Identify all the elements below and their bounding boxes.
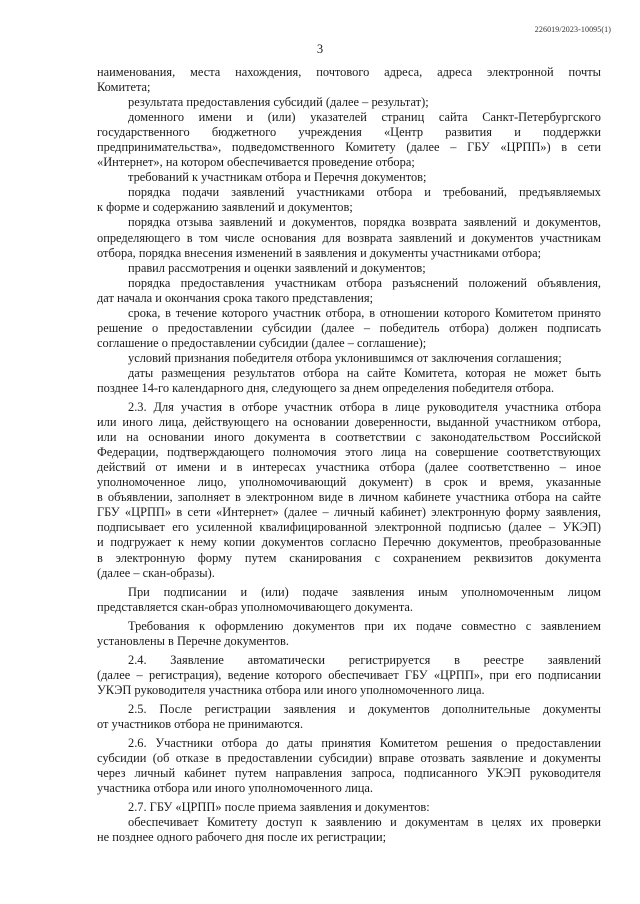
text-line: соглашение о предоставлении субсидии (далее – соглашение); <box>97 335 427 350</box>
text-line: 2.3. Для участия в отборе участник отбора в лице руководителя участника отбора <box>128 400 601 415</box>
text-line: действий от имени и в интересах участника отбора (далее соответственно – иное <box>97 460 601 475</box>
text-line: При подписании и (или) подаче заявления иным уполномоченным лицом <box>128 584 601 599</box>
text-line: (далее – скан-образы). <box>97 565 215 580</box>
text-line: УКЭП руководителя участника отбора или иного уполномоченного лица. <box>97 682 485 697</box>
text-line: срока, в течение которого участник отбора, в отношении которого Комитетом принято <box>128 305 601 320</box>
text-line: участника отбора или иного уполномоченного лица. <box>97 781 373 796</box>
text-line: не позднее одного рабочего дня после их регистрации; <box>97 830 387 845</box>
text-line: подписывает его усиленной квалифицированной электронной подписью (далее – УКЭП) <box>97 520 601 535</box>
text-line: решение о предоставлении субсидии (далее – победитель отбора) должен подписать <box>97 320 601 335</box>
text-line: государственного бюджетного учреждения «Центр развития и поддержки <box>97 125 601 140</box>
text-line: субсидии (об отказе в предоставлении субсидии) вправе отозвать заявление и документы <box>97 751 601 766</box>
text-line: результата предоставления субсидий (далее – результат); <box>128 95 429 110</box>
text-line: представляется скан-образ уполномочивающего документа. <box>97 599 414 614</box>
text-line: Комитета; <box>97 80 151 95</box>
text-line: 2.6. Участники отбора до даты принятия Комитетом решения о предоставлении <box>128 736 601 751</box>
text-line: через личный кабинет путем направления запроса, подписанного УКЭП руководителя <box>97 766 601 781</box>
text-line: ГБУ «ЦРПП» в сети «Интернет» (далее – личный кабинет) электронную форму заявления, <box>97 505 601 520</box>
text-line: или на основании иного документа в соответствии с законодательством Российской <box>97 430 601 445</box>
text-line: отбора, порядка внесения изменений в заявления и документы участниками отбора; <box>97 245 542 260</box>
text-line: к форме и содержанию заявлений и документов; <box>97 200 353 215</box>
text-line: порядка предоставления участникам отбора разъяснений положений объявления, <box>128 275 601 290</box>
text-line: 2.4. Заявление автоматически регистрируется в реестре заявлений <box>128 652 601 667</box>
text-line: позднее 14-го календарного дня, следующего за днем определения победителя отбора. <box>97 380 555 395</box>
text-line: обеспечивает Комитету доступ к заявлению и документам в целях их проверки <box>128 815 601 830</box>
text-line: условий признания победителя отбора уклонившимся от заключения соглашения; <box>128 350 562 365</box>
text-line: даты размещения результатов отбора на сайте Комитета, которая не может быть <box>128 365 601 380</box>
document-body <box>97 65 601 845</box>
text-line: «Интернет», на котором обеспечивается проведение отбора; <box>97 155 415 170</box>
text-line: порядка отзыва заявлений и документов, порядка возврата заявлений и документов, <box>128 215 601 230</box>
text-line: наименования, места нахождения, почтового адреса, адреса электронной почты <box>97 65 601 79</box>
text-line: или иного лица, действующего на основании доверенности, выданной участником отбора, <box>97 415 601 430</box>
text-line: в электронную форму путем сканирования с сохранением реквизитов документа <box>97 550 601 565</box>
text-line: доменного имени и (или) указателей страниц сайта Санкт-Петербургского <box>128 110 601 125</box>
text-line: уполномоченное лицо, уполномочивающий документ) в срок и время, указанные <box>97 475 601 490</box>
text-line: и подгружает к нему копии документов согласно Перечню документов, преобразованные <box>97 535 601 550</box>
text-line: в объявлении, заполняет в электронном виде в личном кабинете участника отбора на сайте <box>97 490 601 505</box>
text-line: порядка подачи заявлений участниками отбора и требований, предъявляемых <box>128 185 601 200</box>
text-line: 2.5. После регистрации заявления и документов дополнительные документы <box>128 701 601 716</box>
text-line: Требования к оформлению документов при их подаче совместно с заявлением <box>128 618 601 633</box>
document-id: 226019/2023-10095(1) <box>534 25 611 34</box>
page-number: 3 <box>316 42 324 56</box>
text-line: (далее – регистрация), ведение которого обеспечивает ГБУ «ЦРПП», при его подписании <box>97 667 601 682</box>
text-line: определяющего в том числе основания для возврата заявлений и документов участникам <box>97 230 601 245</box>
text-line: правил рассмотрения и оценки заявлений и документов; <box>128 260 426 275</box>
text-line: требований к участникам отбора и Перечня документов; <box>128 170 427 185</box>
text-line: установлены в Перечне документов. <box>97 633 289 648</box>
text-line: дат начала и окончания срока такого представления; <box>97 290 374 305</box>
text-line: предпринимательства», подведомственного Комитету (далее – ГБУ «ЦРПП») в сети <box>97 140 601 155</box>
text-line: от участников отбора не принимаются. <box>97 716 304 731</box>
text-line: Федерации, подтверждающего полномочия этого лица на совершение соответствующих <box>97 445 601 460</box>
text-line: 2.7. ГБУ «ЦРПП» после приема заявления и документов: <box>128 800 430 815</box>
